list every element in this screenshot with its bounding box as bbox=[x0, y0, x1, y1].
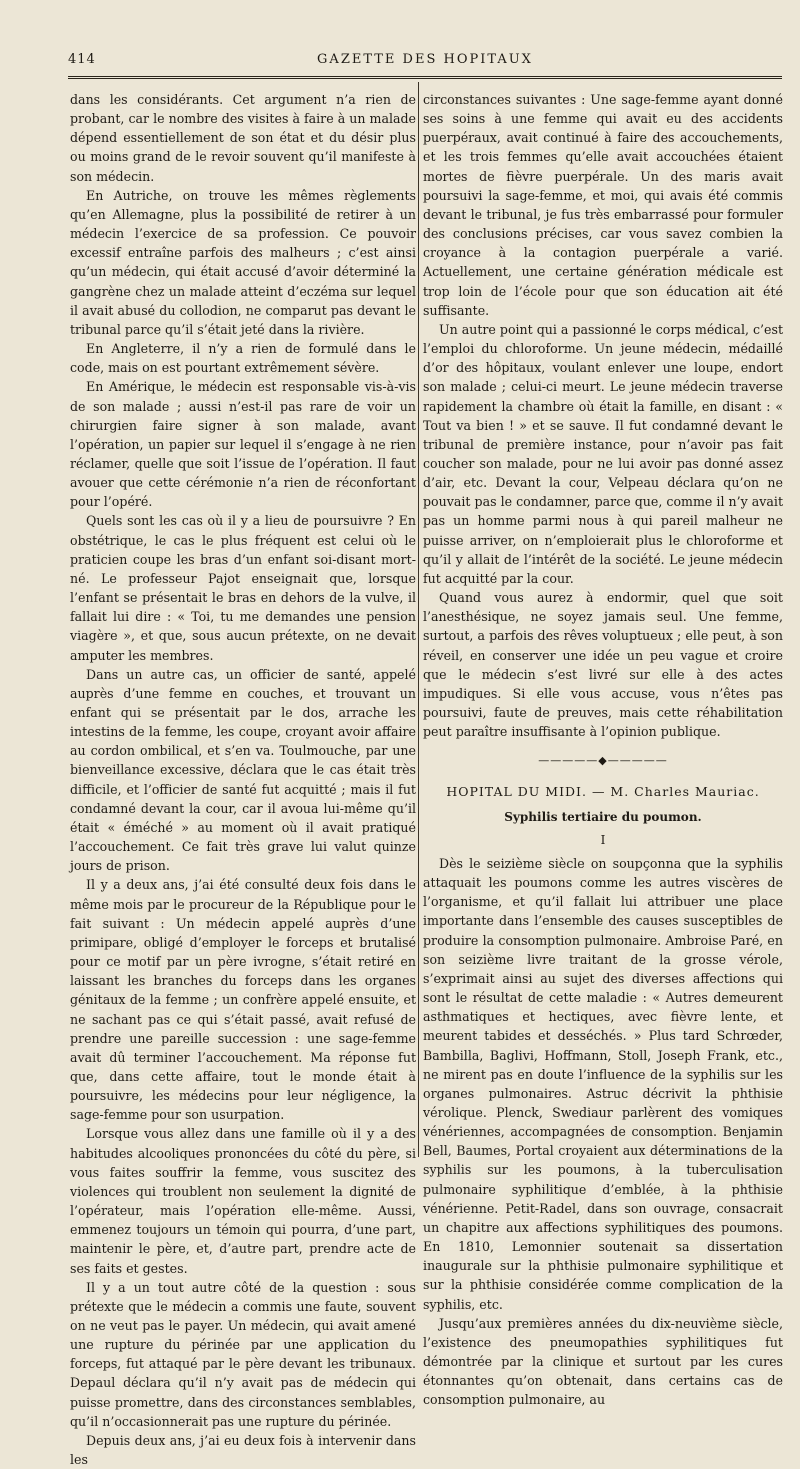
paragraph: Depuis deux ans, j’ai eu deux fois à intervenir dans les bbox=[70, 1432, 416, 1468]
paragraph: En Autriche, on trouve les mêmes règlements qu’en Allemagne, plus la possibilité de retirer à un médecin l’exercice de sa profession. Ce pouvoir excessif entraîne parfois des malheurs ; c’est ainsi qu’un médecin, qui était accusé d’avoir déterminé la gangrène chez un malade atteint d’eczéma sur lequel il avait abusé du collodion, ne comparut pas devant le tribunal parce qu’il s’était jeté dans la rivière. bbox=[70, 187, 416, 337]
column-divider bbox=[418, 82, 419, 1157]
journal-title: GAZETTE DES HOPITAUX bbox=[317, 52, 533, 67]
left-column bbox=[70, 90, 416, 1468]
page-header bbox=[68, 52, 782, 76]
paragraph: En Angleterre, il n’y a rien de formulé dans le code, mais on est pourtant extrêmement sévère. bbox=[70, 341, 416, 376]
paragraph: Dès le seizième siècle on soupçonna que la syphilis attaquait les poumons comme les autres viscères de l’organisme, et qu’il fallait lui attribuer une place importante dans l’ensemble des causes susceptibles de produire la consomption pulmonaire. Ambroise Paré, en son seizième livre traitant de la grosse vérole, s’exprimait ainsi au sujet des diverses affections qui sont le résultat de cette maladie : « Autres demeurent asthmatiques et hectiques, avec fièvre lente, et meurent tabides et desséchés. » Plus tard Schrœder, Bambilla, Baglivi, Hoffmann, Stoll, Joseph Frank, etc., ne mirent pas en doute l’influence de la syphilis sur les organes pulmonaires. Astruc décrivit la phthisie vérolique. Plenck, Swediaur parlèrent des vomiques vénériennes, accompagnées de consomption. Benjamin Bell, Baumes, Portal croyaient aux déterminations de la syphilis sur les poumons, à la tuberculisation pulmonaire syphilitique d’emblée, à la phthisie vénérienne. Petit-Radel, dans son ouvrage, consacrait un chapitre aux affections syphilitiques des poumons. En 1810, Lemonnier soutenait sa dissertation inaugurale sur la phthisie pulmonaire syphilitique et sur la phthisie considérée comme complication de la syphilis, etc. bbox=[423, 855, 783, 1312]
paragraph: Il y a un tout autre côté de la question : sous prétexte que le médecin a commis une faute, souvent on ne veut pas le payer. Un médecin, qui avait amené une rupture du périnée par une application du forceps, fut attaqué par le père devant les tribunaux. Depaul déclara qu’il n’y avait pas de médecin qui puisse promettre, dans des circonstances semblables, qu’il n’occasionnerait pas une rupture du périnée. bbox=[70, 1279, 416, 1429]
section-ornament: —————◆————— bbox=[538, 754, 668, 768]
paragraph: Quand vous aurez à endormir, quel que soit l’anesthésique, ne soyez jamais seul. Une femme, surtout, a parfois des rêves voluptueux ; elle peut, à son réveil, en conserver une idée un peu vague et croire que le médecin s’est livré sur elle à des actes impudiques. Si elle vous accuse, vous n’êtes pas poursuivi, faute de preuves, mais cette réhabilitation peut paraître insuffisante à l’opinion publique. bbox=[423, 590, 783, 740]
paragraph: Jusqu’aux premières années du dix-neuvième siècle, l’existence des pneumopathies syphilitiques fut démontrée par la clinique et surtout par les cures étonnantes qu’on obtenait, dans certains cas de consomption pulmonaire, au bbox=[423, 1315, 783, 1408]
paragraph: circonstances suivantes : Une sage-femme ayant donné ses soins à une femme qui avait eu des accidents puerpéraux, avait continué à faire des accouchements, et les trois femmes qu’elle avait accouchées étaient mortes de fièvre puerpérale. Un des maris avait poursuivi la sage-femme, et moi, qui avais été commis devant le tribunal, je fus très embarrassé pour formuler des conclusions précises, car vous savez combien la croyance à la contagion puerpérale a varié. Actuellement, une certaine génération médicale est trop loin de l’école pour que son éducation ait été suffisante. bbox=[423, 92, 783, 318]
section-number: I bbox=[600, 832, 606, 847]
page-number: 414 bbox=[68, 52, 96, 67]
header-rule bbox=[68, 76, 782, 79]
paragraph: Lorsque vous allez dans une famille où il y a des habitudes alcooliques prononcées du côté du père, si vous faites souffrir la femme, vous suscitez des violences qui troublent non seulement la dignité de l’opérateur, mais l’opération elle-même. Aussi, emmenez toujours un témoin qui pourra, d’une part, maintenir le père, et, d’autre part, prendre acte de ses faits et gestes. bbox=[70, 1126, 416, 1276]
section-subtitle: Syphilis tertiaire du poumon. bbox=[504, 809, 702, 824]
paragraph: Quels sont les cas où il y a lieu de poursuivre ? En obstétrique, le cas le plus fréquent est celui où le praticien coupe les bras d’un enfant soi-disant mort-né. Le professeur Pajot enseignait que, lorsque l’enfant se présentait le bras en dehors de la vulve, il fallait lui dire : « Toi, tu me demandes une pension viagère », et que, sous aucun prétexte, on ne devait amputer les membres. bbox=[70, 513, 416, 663]
paragraph: En Amérique, le médecin est responsable vis-à-vis de son malade ; aussi n’est-il pas rare de voir un chirurgien faire signer à son malade, avant l’opération, un papier sur lequel il s’engage à ne rien réclamer, quelle que soit l’issue de l’opération. Il faut avouer que cette cérémonie n’a rien de réconfortant pour l’opéré. bbox=[70, 379, 416, 510]
paragraph: Il y a deux ans, j’ai été consulté deux fois dans le même mois par le procureur de la République pour le fait suivant : Un médecin appelé auprès d’une primipare, obligé d’employer le forceps et brutalisé pour ce motif par un père ivrogne, s’était retiré en laissant les branches du forceps dans les organes génitaux de la femme ; un confrère appelé ensuite, et ne sachant pas ce qui s’était passé, avait refusé de prendre une pareille succession : une sage-femme avait dû terminer l’accouchement. Ma réponse fut que, dans cette affaire, tout le monde était à poursuivre, les médecins pour leur négligence, la sage-femme pour son usurpation. bbox=[70, 877, 416, 1123]
paragraph: dans les considérants. Cet argument n’a rien de probant, car le nombre des visites à faire à un malade dépend essentiellement de son état et du désir plus ou moins grand de le revoir souvent qu’il manifeste à son médecin. bbox=[70, 92, 416, 184]
paragraph: Dans un autre cas, un officier de santé, appelé auprès d’une femme en couches, et trouvant un enfant qui se présentait par le dos, arrache les intestins de la femme, les coupe, croyant avoir affaire au cordon ombilical, et s’en va. Toulmouche, par une bienveillance excessive, déclara que le cas était très difficile, et l’officier de santé fut acquitté ; mais il fut condamné devant la cour, car il avoua lui-même qu’il était « éméché » au moment où il avait pratiqué l’accouchement. Ce fait très grave lui valut quinze jours de prison. bbox=[70, 666, 416, 874]
section-title: HOPITAL DU MIDI. — M. Charles Mauriac. bbox=[446, 784, 760, 800]
right-column bbox=[423, 90, 784, 1408]
paragraph: Un autre point qui a passionné le corps médical, c’est l’emploi du chloroforme. Un jeune médecin, médaillé d’or des hôpitaux, voulant enlever une loupe, endort son malade ; celui-ci meurt. Le jeune médecin traverse rapidement la chambre où était la famille, en disant : « Tout va bien ! » et se sauve. Il fut condamné devant le tribunal de première instance, pour n’avoir pas fait coucher son malade, pour ne lui avoir pas donné assez d’air, etc. Devant la cour, Velpeau déclara qu’on ne pouvait pas le condamner, parce que, comme il n’y avait pas un homme parmi nous à qui pareil malheur ne puisse arriver, on n’emploierait plus le chloroforme et qu’il y allait de l’intérêt de la société. Le jeune médecin fut acquitté par la cour. bbox=[423, 321, 784, 586]
